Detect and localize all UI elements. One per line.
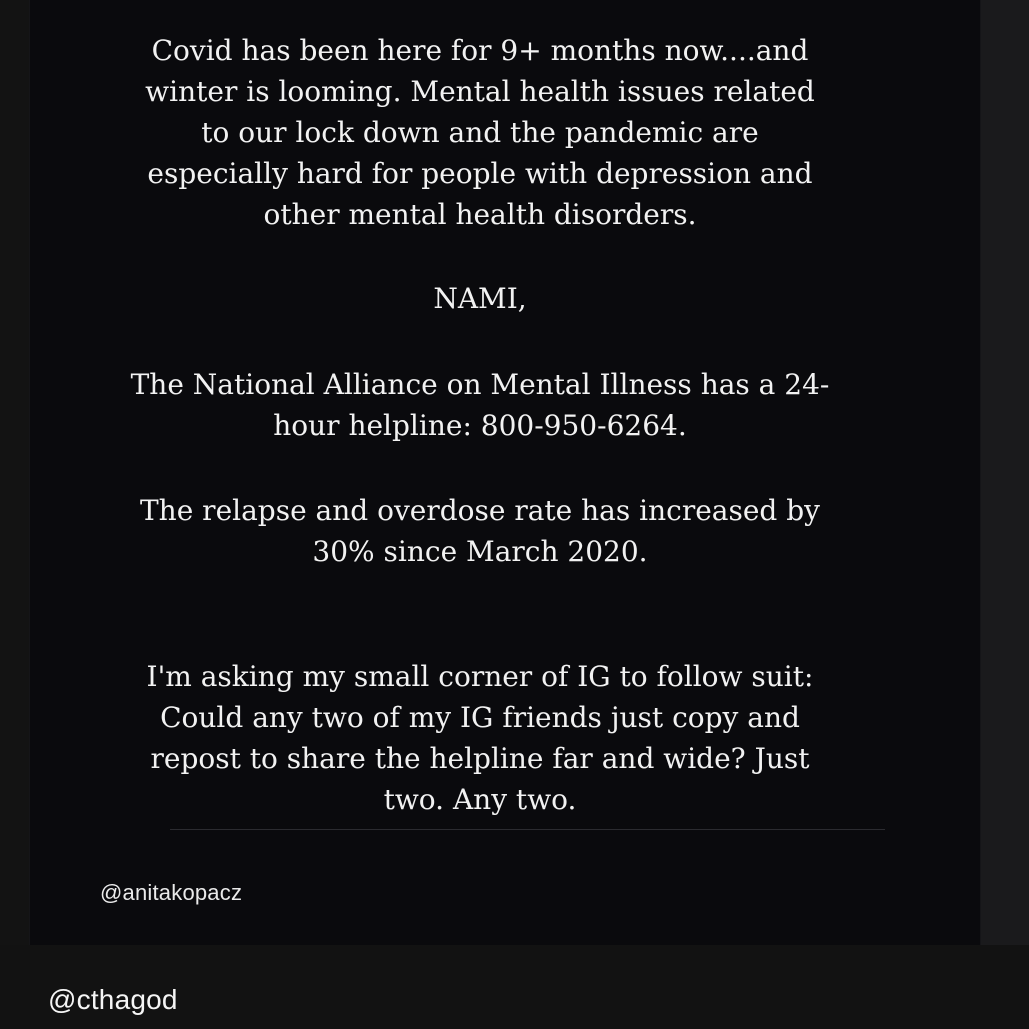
original-author-handle[interactable]: @anitakopacz <box>100 880 243 905</box>
repost-handle[interactable]: @cthagod <box>48 984 178 1015</box>
paragraph-nami: NAMI, <box>433 282 527 315</box>
paragraph-intro: Covid has been here for 9+ months now....and winter is looming. Mental health issues related to our lock down and the pandemic are especially hard for people with depression and other mental health disorders. <box>145 34 815 231</box>
paragraph-relapse-stat: The relapse and overdose rate has increased by 30% since March 2020. <box>140 494 820 568</box>
paragraph-helpline: The National Alliance on Mental Illness has a 24-hour helpline: 800-950-6264. <box>130 368 830 442</box>
paragraph-call-to-action: I'm asking my small corner of IG to follow suit: Could any two of my IG friends just copy and repost to share the helpline far and wide? Just two. Any two. <box>146 660 814 816</box>
story-card[interactable] <box>30 0 980 945</box>
divider <box>170 829 885 830</box>
side-strip <box>979 0 1029 945</box>
